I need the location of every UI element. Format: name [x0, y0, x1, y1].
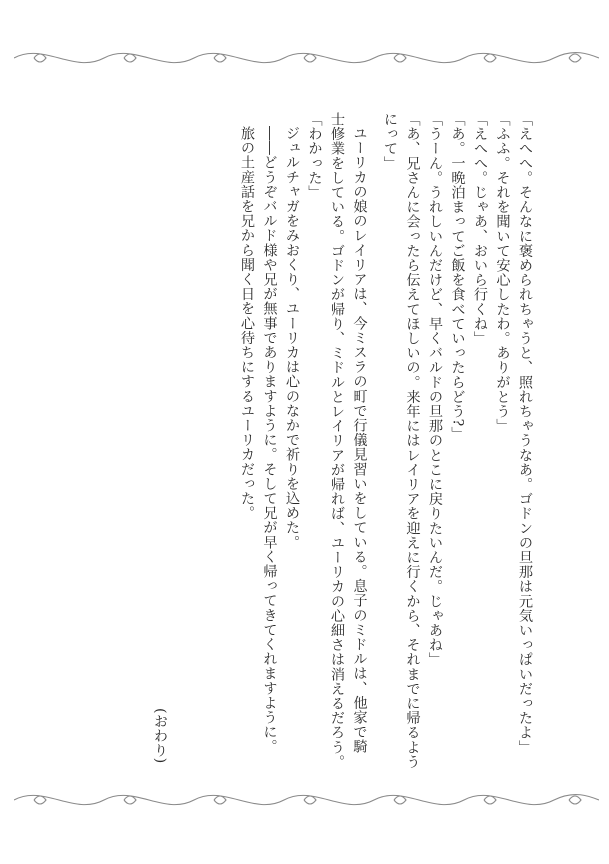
text-line-4: 「あ。一晩泊まってご飯を食べていったらどう?」 — [449, 112, 466, 442]
ornamental-border-top — [14, 40, 599, 76]
story-text — [168, 112, 536, 769]
text-line-2: 「ふふ。それを聞いて安心したわ。ありがとう」 — [494, 112, 511, 434]
text-line-11: ジュルチャガをみおくり、ユーリカは心のなかで祈りを込めた。 — [284, 126, 300, 550]
closing-mark: (おわり) — [152, 708, 168, 764]
text-line-13: 旅の土産話を兄から聞く日を心待ちにするユーリカだった。 — [239, 126, 255, 521]
text-line-6: 「あ、兄さんに会ったら伝えてほしいの。来年にはレイリアを迎えに行くから、それまでに帰るよう — [404, 112, 421, 769]
paragraph-gap — [371, 112, 379, 762]
text-line-9: 士修業をしている。ゴドンが帰り、ミドルとレイリアが帰れば、ユーリカの心細さは消えるだろう。 — [329, 112, 345, 769]
text-line-12: ――どうぞバルド様や兄が無事でありますように。そして兄が早く帰ってきてくれますように。 — [261, 126, 278, 754]
text-line-8: ユーリカの娘のレイリアは、今ミスラの町で行儀見習いをしている。息子のミドルは、他家で騎 — [351, 126, 368, 754]
text-line-1: 「えへへ。そんなに褒められちゃうと、照れちゃうなあ。ゴドンの旦那は元気いっぱいだったよ」 — [517, 112, 533, 755]
text-line-7: にって」 — [382, 112, 398, 171]
text-line-5: 「うーん。うれしいんだけど、早くバルドの旦那のとこに戻りたいんだ。じゃあね」 — [427, 112, 443, 667]
text-line-3: 「えへへ。じゃあ、おいら行くね」 — [472, 112, 488, 346]
text-line-10: 「わかった」 — [306, 112, 323, 200]
ornamental-border-bottom — [14, 782, 599, 818]
